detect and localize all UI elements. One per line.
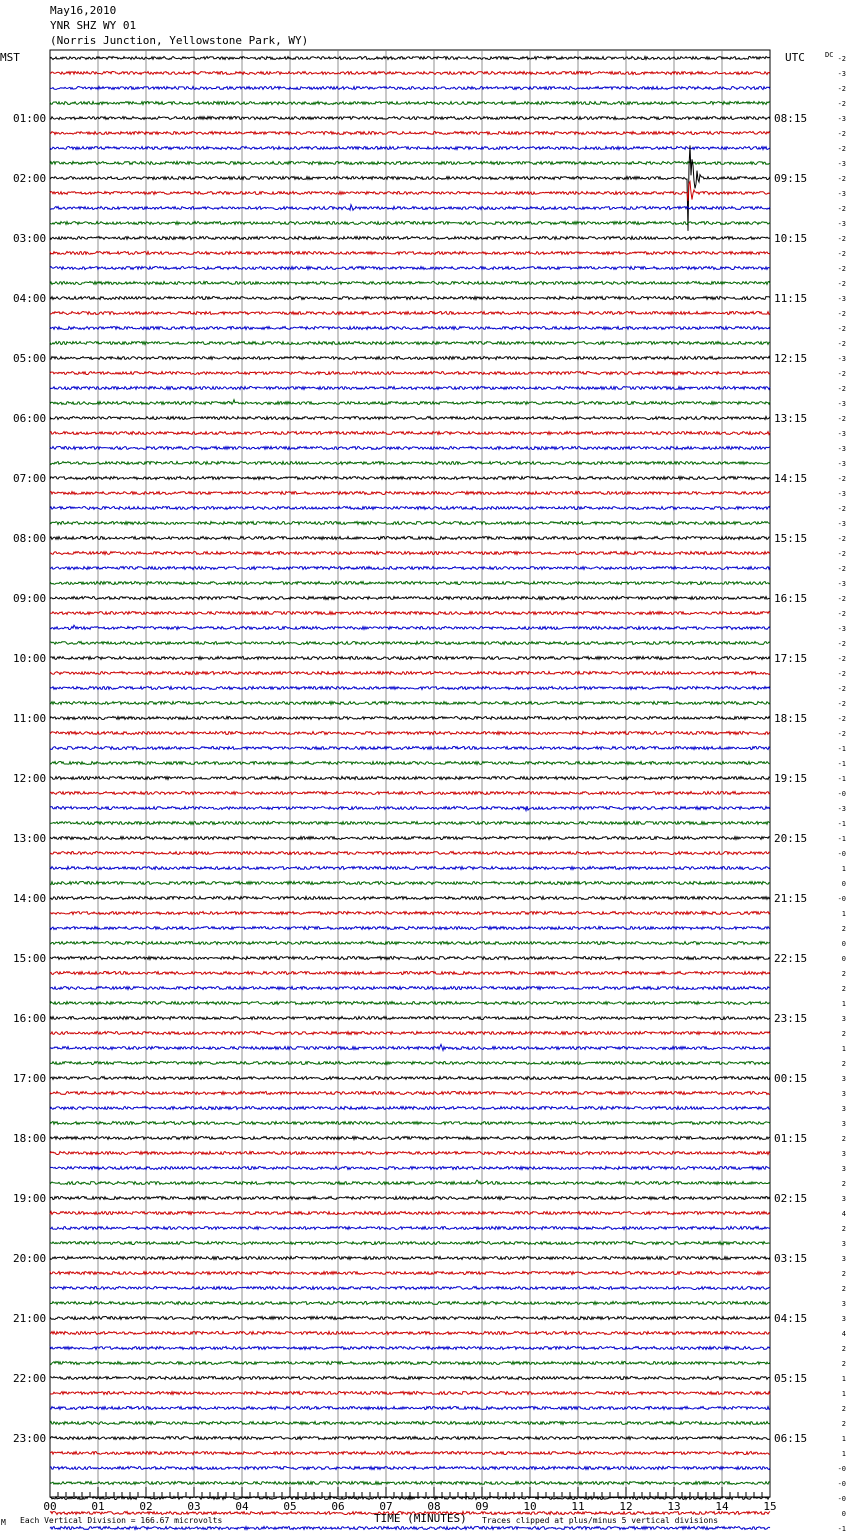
dc-offset-label: -0 [837, 1465, 846, 1473]
dc-offset-label: -2 [837, 550, 846, 558]
dc-offset-label: -3 [837, 400, 846, 408]
dc-offset-label: -2 [837, 610, 846, 618]
dc-offset-label: 2 [841, 970, 846, 978]
dc-offset-label: 2 [841, 1135, 846, 1143]
dc-offset-label: 3 [841, 1255, 846, 1263]
utc-hour-label: 23:15 [774, 1012, 808, 1025]
utc-hour-label: 14:15 [774, 472, 808, 485]
dc-offset-label: -2 [837, 730, 846, 738]
footer-scale: Each Vertical Division = 166.67 microvolts [20, 1516, 223, 1525]
mst-hour-label: 03:00 [13, 232, 47, 245]
mst-hour-label: 04:00 [13, 292, 47, 305]
dc-offset-label: -3 [837, 460, 846, 468]
dc-offset-label: -2 [837, 325, 846, 333]
dc-offset-label: 3 [841, 1150, 846, 1158]
dc-offset-label: 1 [841, 910, 846, 918]
seismogram-trace [50, 522, 770, 525]
x-tick-label: 04 [235, 1500, 249, 1513]
mst-hour-label: 10:00 [13, 652, 47, 665]
seismogram-trace [50, 237, 770, 240]
mst-hour-label: 18:00 [13, 1132, 47, 1145]
utc-hour-label: 16:15 [774, 592, 808, 605]
seismogram-trace [50, 477, 770, 480]
utc-hour-label: 06:15 [774, 1432, 808, 1445]
mst-hour-label: 02:00 [13, 172, 47, 185]
utc-hour-label: 21:15 [774, 892, 808, 905]
dc-offset-label: -1 [837, 775, 846, 783]
seismogram-trace [50, 147, 770, 150]
mst-axis-title: MST [0, 51, 20, 64]
seismogram-trace [50, 1437, 770, 1440]
header-date: May16,2010 [50, 4, 117, 17]
dc-offset-label: -2 [837, 55, 846, 63]
dc-offset-label: -2 [837, 310, 846, 318]
dc-offset-label: -2 [837, 280, 846, 288]
seismogram-trace [50, 387, 770, 390]
dc-offset-label: -3 [837, 115, 846, 123]
seismogram-trace [50, 942, 770, 945]
utc-hour-label: 02:15 [774, 1192, 808, 1205]
dc-offset-label: 2 [841, 1345, 846, 1353]
seismogram-trace [50, 1044, 770, 1050]
seismogram-traces [50, 57, 770, 1534]
dc-offset-label: 3 [841, 1300, 846, 1308]
seismogram-trace [50, 642, 770, 645]
dc-offset-label: -1 [837, 820, 846, 828]
dc-offset-label: 2 [841, 1420, 846, 1428]
dc-offset-label: -3 [837, 355, 846, 363]
utc-hour-label: 01:15 [774, 1132, 808, 1145]
dc-offset-label: -0 [837, 850, 846, 858]
seismogram-trace [50, 582, 770, 585]
seismogram-trace [50, 1077, 770, 1080]
dc-offset-label: -3 [837, 580, 846, 588]
seismogram-trace [50, 1137, 770, 1140]
x-tick-label: 08 [427, 1500, 441, 1513]
mst-hour-label: 07:00 [13, 472, 47, 485]
dc-offset-label: -2 [837, 670, 846, 678]
dc-offset-label: 3 [841, 1165, 846, 1173]
seismogram-trace [50, 132, 770, 135]
seismogram-trace [50, 492, 770, 495]
seismogram-trace [50, 267, 770, 270]
mst-hour-label: 23:00 [13, 1432, 47, 1445]
seismogram-trace [50, 1002, 770, 1005]
dc-offset-label: 1 [841, 865, 846, 873]
dc-offset-label: 2 [841, 925, 846, 933]
seismogram-trace [50, 1317, 770, 1320]
dc-offset-label: 1 [841, 1045, 846, 1053]
seismogram-trace [50, 672, 770, 675]
dc-offset-label: -2 [837, 370, 846, 378]
dc-offset-label: 0 [841, 955, 846, 963]
seismogram-trace [50, 1452, 770, 1455]
dc-offset-label: 2 [841, 1180, 846, 1188]
seismogram-trace [50, 447, 770, 450]
seismogram-trace [50, 1332, 770, 1335]
seismogram-trace [50, 72, 770, 75]
dc-offset-label: -3 [837, 295, 846, 303]
dc-offset-label: -2 [837, 265, 846, 273]
dc-offset-label: -3 [837, 490, 846, 498]
seismogram-trace [50, 297, 770, 300]
dc-offset-label: 3 [841, 1120, 846, 1128]
header-location: (Norris Junction, Yellowstone Park, WY) [50, 34, 309, 47]
seismogram-trace [50, 762, 770, 765]
dc-offset-label: 3 [841, 1075, 846, 1083]
dc-offset-label: -2 [837, 505, 846, 513]
seismogram-trace [50, 1377, 770, 1380]
mst-hour-labels [13, 112, 46, 1445]
dc-offset-label: 4 [841, 1210, 846, 1218]
dc-offset-label: 2 [841, 1030, 846, 1038]
dc-offset-label: 1 [841, 1435, 846, 1443]
x-tick-label: 10 [523, 1500, 537, 1513]
mst-hour-label: 15:00 [13, 952, 47, 965]
mst-hour-label: 08:00 [13, 532, 47, 545]
seismogram-trace [50, 837, 770, 840]
seismogram-trace [50, 806, 770, 811]
dc-axis-title: DC [825, 51, 834, 59]
seismogram-trace [50, 1032, 770, 1035]
dc-offset-label: -2 [837, 85, 846, 93]
utc-hour-label: 04:15 [774, 1312, 808, 1325]
mst-hour-label: 22:00 [13, 1372, 47, 1385]
mst-hour-label: 16:00 [13, 1012, 47, 1025]
mst-hour-label: 05:00 [13, 352, 47, 365]
dc-offset-label: -2 [837, 700, 846, 708]
mst-hour-label: 13:00 [13, 832, 47, 845]
mst-hour-label: 06:00 [13, 412, 47, 425]
mst-hour-label: 09:00 [13, 592, 47, 605]
seismogram-trace [50, 702, 770, 705]
seismogram-trace [50, 1107, 770, 1110]
seismogram-trace [50, 1422, 770, 1425]
mst-hour-label: 19:00 [13, 1192, 47, 1205]
dc-offset-label: 2 [841, 1225, 846, 1233]
seismogram-trace [50, 417, 770, 420]
seismogram-trace [50, 462, 770, 465]
dc-offset-label: -2 [837, 475, 846, 483]
dc-offset-label: -2 [837, 250, 846, 258]
utc-hour-label: 05:15 [774, 1372, 808, 1385]
seismogram-trace [50, 1467, 770, 1470]
x-tick-label: 01 [91, 1500, 105, 1513]
utc-hour-label: 03:15 [774, 1252, 808, 1265]
dc-offset-label: -3 [837, 445, 846, 453]
seismogram-trace [50, 1362, 770, 1365]
seismogram-trace [50, 252, 770, 255]
x-tick-label: 13 [667, 1500, 681, 1513]
seismogram-trace [50, 432, 770, 435]
header-station: YNR SHZ WY 01 [50, 19, 137, 32]
dc-offset-label: -1 [837, 1525, 846, 1533]
dc-offset-label: -3 [837, 220, 846, 228]
seismogram-trace [50, 342, 770, 345]
dc-offset-label: -2 [837, 535, 846, 543]
dc-offset-label: 0 [841, 880, 846, 888]
utc-hour-label: 08:15 [774, 112, 808, 125]
dc-offset-label: -0 [837, 1495, 846, 1503]
dc-offset-label: 3 [841, 1015, 846, 1023]
x-tick-label: 15 [763, 1500, 777, 1513]
dc-offset-labels [838, 55, 846, 1534]
dc-offset-label: -2 [837, 340, 846, 348]
dc-offset-label: -2 [837, 595, 846, 603]
seismogram-trace [50, 1407, 770, 1410]
seismogram-trace [50, 927, 770, 930]
dc-offset-label: -2 [837, 415, 846, 423]
utc-hour-label: 10:15 [774, 232, 808, 245]
dc-offset-label: -2 [837, 655, 846, 663]
dc-offset-label: 3 [841, 1090, 846, 1098]
seismogram-trace [50, 1287, 770, 1290]
x-tick-label: 05 [283, 1500, 297, 1513]
seismogram-trace [50, 1092, 770, 1095]
seismogram-trace [50, 1272, 770, 1275]
dc-offset-label: 2 [841, 1270, 846, 1278]
utc-hour-label: 17:15 [774, 652, 808, 665]
dc-offset-label: -2 [837, 385, 846, 393]
seismogram-trace [50, 1017, 770, 1020]
x-tick-label: 12 [619, 1500, 633, 1513]
seismogram-trace [50, 852, 770, 855]
footer-clip-note: Traces clipped at plus/minus 5 vertical divisions [482, 1516, 719, 1525]
dc-offset-label: 4 [841, 1330, 846, 1338]
dc-offset-label: 1 [841, 1450, 846, 1458]
dc-offset-label: 2 [841, 1405, 846, 1413]
utc-hour-label: 00:15 [774, 1072, 808, 1085]
seismogram-trace [50, 912, 770, 915]
footer-mark: M [1, 1518, 6, 1527]
x-tick-label: 14 [715, 1500, 729, 1513]
seismogram-trace [50, 1527, 770, 1530]
dc-offset-label: 2 [841, 985, 846, 993]
seismogram-trace [50, 867, 770, 870]
mst-hour-label: 20:00 [13, 1252, 47, 1265]
seismogram-trace [50, 1197, 770, 1200]
x-tick-label: 00 [43, 1500, 57, 1513]
seismogram-trace [50, 117, 770, 120]
dc-offset-label: 2 [841, 1060, 846, 1068]
dc-offset-label: 2 [841, 1360, 846, 1368]
mst-hour-label: 14:00 [13, 892, 47, 905]
dc-offset-label: -1 [837, 760, 846, 768]
dc-offset-label: 3 [841, 1315, 846, 1323]
seismogram-trace [50, 717, 770, 720]
mst-hour-label: 11:00 [13, 712, 47, 725]
seismogram-trace [50, 400, 770, 405]
utc-hour-labels [774, 112, 807, 1445]
seismogram-trace [50, 312, 770, 315]
utc-hour-label: 22:15 [774, 952, 808, 965]
mst-hour-label: 01:00 [13, 112, 47, 125]
seismogram-trace [50, 372, 770, 375]
dc-offset-label: -3 [837, 160, 846, 168]
utc-hour-label: 12:15 [774, 352, 808, 365]
dc-offset-label: 3 [841, 1105, 846, 1113]
x-tick-label: 09 [475, 1500, 489, 1513]
dc-offset-label: -3 [837, 70, 846, 78]
seismogram-trace [50, 1152, 770, 1155]
seismogram-trace [50, 792, 770, 795]
seismogram-trace [50, 625, 770, 629]
utc-hour-label: 13:15 [774, 412, 808, 425]
dc-offset-label: 3 [841, 1195, 846, 1203]
seismogram-trace [50, 972, 770, 975]
dc-offset-label: -2 [837, 235, 846, 243]
dc-offset-label: 1 [841, 1000, 846, 1008]
plot-grid [50, 50, 770, 1497]
dc-offset-label: 1 [841, 1375, 846, 1383]
seismogram-trace [50, 597, 770, 600]
utc-hour-label: 18:15 [774, 712, 808, 725]
x-tick-label: 07 [379, 1500, 393, 1513]
seismogram-trace [50, 882, 770, 885]
dc-offset-label: -2 [837, 130, 846, 138]
seismogram-trace [50, 327, 770, 330]
seismogram-trace [50, 205, 770, 211]
seismogram-trace [50, 57, 770, 60]
x-tick-label: 02 [139, 1500, 153, 1513]
seismogram-trace [50, 687, 770, 690]
dc-offset-label: -2 [837, 205, 846, 213]
dc-offset-label: -2 [837, 715, 846, 723]
seismogram-trace [50, 1122, 770, 1125]
seismogram-trace [50, 1227, 770, 1230]
seismogram-trace [50, 552, 770, 555]
plot-frame [50, 50, 770, 1497]
dc-offset-label: -3 [837, 805, 846, 813]
seismogram-trace [50, 612, 770, 615]
dc-offset-label: -2 [837, 100, 846, 108]
seismogram-trace [50, 282, 770, 285]
dc-offset-label: -2 [837, 175, 846, 183]
dc-offset-label: -1 [837, 835, 846, 843]
seismogram-trace [50, 897, 770, 900]
seismogram-trace [50, 182, 770, 201]
x-tick-label: 11 [571, 1500, 585, 1513]
seismogram-trace [50, 507, 770, 510]
x-tick-label: 06 [331, 1500, 345, 1513]
mst-hour-label: 12:00 [13, 772, 47, 785]
dc-offset-label: -3 [837, 520, 846, 528]
utc-hour-label: 15:15 [774, 532, 808, 545]
mst-hour-label: 17:00 [13, 1072, 47, 1085]
dc-offset-label: -0 [837, 1480, 846, 1488]
seismogram-trace [50, 732, 770, 735]
utc-hour-label: 19:15 [774, 772, 808, 785]
seismogram-trace [50, 1347, 770, 1350]
seismogram-trace [50, 222, 770, 225]
seismogram-trace [50, 777, 770, 780]
seismogram-trace [50, 1062, 770, 1065]
dc-offset-label: -3 [837, 430, 846, 438]
seismogram-trace [50, 1482, 770, 1485]
dc-offset-label: -2 [837, 640, 846, 648]
seismogram-trace [50, 822, 770, 825]
seismogram-trace [50, 162, 770, 165]
seismogram-trace [50, 567, 770, 570]
dc-offset-label: -2 [837, 145, 846, 153]
dc-offset-label: -0 [837, 895, 846, 903]
utc-hour-label: 20:15 [774, 832, 808, 845]
seismogram-trace [50, 537, 770, 540]
seismogram-trace [50, 1212, 770, 1215]
dc-offset-label: -3 [837, 625, 846, 633]
utc-hour-label: 09:15 [774, 172, 808, 185]
seismogram-trace [50, 1302, 770, 1305]
seismogram-trace [50, 357, 770, 360]
seismogram-trace [50, 1392, 770, 1395]
seismogram-trace [50, 145, 770, 231]
dc-offset-label: -2 [837, 685, 846, 693]
seismogram-trace [50, 1242, 770, 1245]
seismogram-trace [50, 657, 770, 660]
seismogram-trace [50, 102, 770, 105]
x-tick-label: 03 [187, 1500, 201, 1513]
dc-offset-label: 2 [841, 1285, 846, 1293]
dc-offset-label: 1 [841, 1390, 846, 1398]
seismogram-trace [50, 1257, 770, 1260]
seismogram-trace [50, 747, 770, 750]
dc-offset-label: 0 [841, 940, 846, 948]
mst-hour-label: 21:00 [13, 1312, 47, 1325]
seismogram-trace [50, 1167, 770, 1170]
dc-offset-label: 0 [841, 1510, 846, 1518]
seismogram-trace [50, 87, 770, 90]
dc-offset-label: 3 [841, 1240, 846, 1248]
x-axis-title: TIME (MINUTES) [374, 1512, 467, 1525]
utc-hour-label: 11:15 [774, 292, 808, 305]
dc-offset-label: -1 [837, 745, 846, 753]
seismogram-trace [50, 987, 770, 990]
seismogram-trace [50, 1180, 770, 1184]
utc-axis-title: UTC [785, 51, 805, 64]
dc-offset-label: -2 [837, 565, 846, 573]
dc-offset-label: -3 [837, 190, 846, 198]
seismogram-trace [50, 957, 770, 960]
dc-offset-label: -0 [837, 790, 846, 798]
